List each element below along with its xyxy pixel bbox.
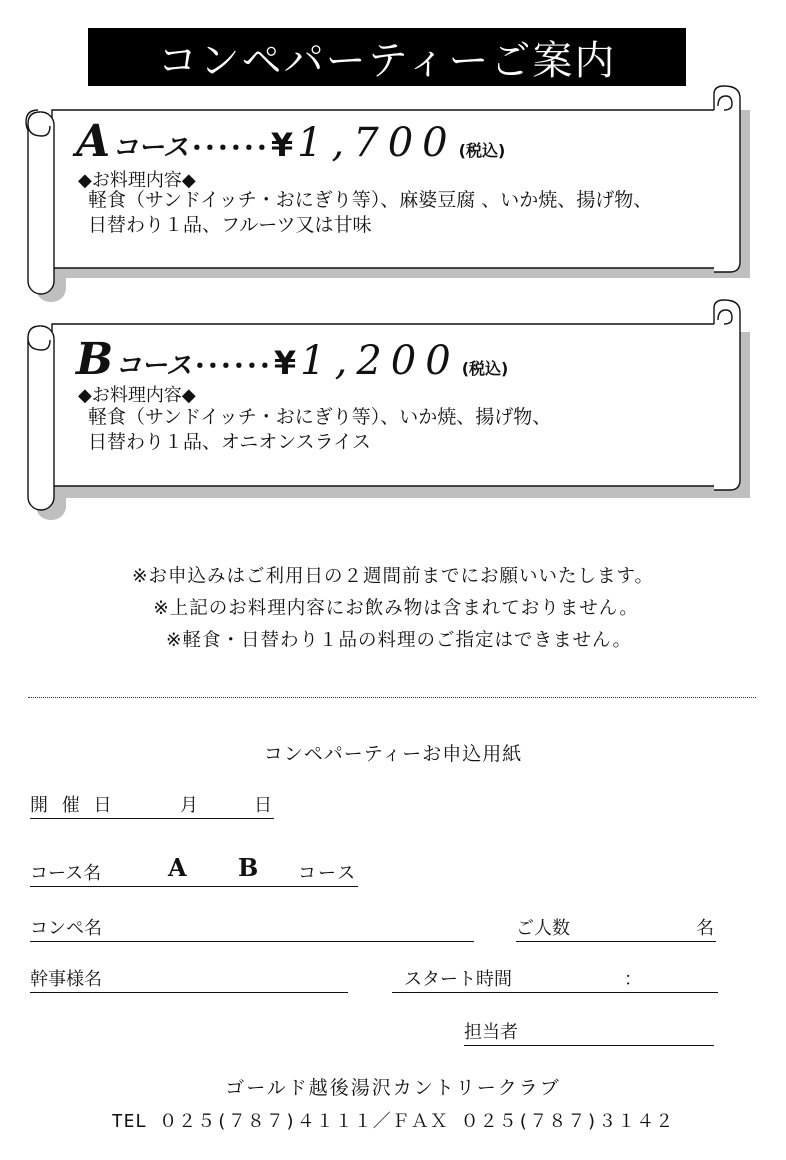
contents-label: ◆お料理内容◆ bbox=[78, 385, 196, 406]
date-label: 開 催 日 bbox=[30, 795, 116, 816]
month-label: 月 bbox=[180, 795, 198, 816]
start-time-field[interactable] bbox=[392, 968, 718, 993]
course-a-heading bbox=[76, 116, 505, 167]
start-colon: ： bbox=[624, 969, 642, 990]
course-name: コース bbox=[115, 351, 192, 381]
course-price: 1,700 bbox=[297, 120, 457, 166]
course-letter: B bbox=[76, 334, 114, 385]
note-line: ※上記のお料理内容にお飲み物は含まれておりません。 bbox=[153, 598, 639, 619]
day-label: 日 bbox=[254, 795, 272, 816]
contact-info: TEL ０２５(７８７)４１１１／ＦＡＸ ０２５(７８７)３１４２ bbox=[111, 1111, 675, 1132]
course-b-menu bbox=[88, 405, 551, 455]
leader-dots: ･･････ bbox=[193, 352, 272, 380]
form-title: コンペパーティーお申込用紙 bbox=[263, 743, 523, 765]
contents-label: ◆お料理内容◆ bbox=[78, 170, 196, 191]
people-field[interactable] bbox=[516, 917, 716, 942]
yen-sign: ¥ bbox=[273, 344, 297, 382]
note-line: ※お申込みはご利用日の２週間前までにお願いいたします。 bbox=[131, 566, 655, 587]
staff-field[interactable] bbox=[464, 1021, 714, 1046]
course-option-b[interactable]: B bbox=[238, 853, 259, 882]
notes bbox=[0, 561, 786, 657]
organizer-field[interactable] bbox=[30, 968, 348, 993]
menu-line: 日替わり１品、オニオンスライス bbox=[88, 431, 371, 453]
leader-dots: ･･････ bbox=[190, 134, 269, 162]
staff-label: 担当者 bbox=[464, 1022, 518, 1043]
date-field[interactable] bbox=[30, 794, 274, 819]
compe-name-field[interactable] bbox=[30, 917, 474, 942]
course-option-a[interactable]: A bbox=[168, 853, 187, 882]
tax-note: (税込) bbox=[458, 141, 506, 160]
course-label: コース名 bbox=[30, 863, 102, 884]
people-label: ご人数 bbox=[516, 918, 570, 939]
note-line: ※軽食・日替わり１品の料理のご指定はできません。 bbox=[165, 630, 633, 651]
course-name: コース bbox=[112, 133, 189, 163]
course-b-heading bbox=[76, 334, 508, 385]
people-suffix: 名 bbox=[696, 918, 714, 939]
course-suffix: コース bbox=[298, 863, 358, 884]
course-a-menu bbox=[88, 188, 652, 238]
yen-sign: ¥ bbox=[270, 126, 294, 164]
compe-label: コンペ名 bbox=[30, 918, 102, 939]
club-name: ゴールド越後湯沢カントリークラブ bbox=[225, 1077, 561, 1099]
course-price: 1,200 bbox=[300, 338, 460, 384]
start-label: スタート時間 bbox=[404, 969, 512, 990]
menu-line: 軽食（サンドイッチ・おにぎり等）、麻婆豆腐 、いか焼、揚げ物、 bbox=[88, 189, 653, 211]
menu-line: 軽食（サンドイッチ・おにぎり等）、いか焼、揚げ物、 bbox=[88, 406, 552, 428]
menu-line: 日替わり１品、フルーツ又は甘味 bbox=[88, 214, 372, 236]
organizer-label: 幹事様名 bbox=[30, 969, 102, 990]
cut-line bbox=[28, 697, 756, 698]
course-letter: A bbox=[76, 116, 111, 167]
tax-note: (税込) bbox=[461, 359, 509, 378]
page-title: コンペパーティーご案内 bbox=[88, 28, 686, 86]
course-field[interactable] bbox=[30, 853, 358, 887]
